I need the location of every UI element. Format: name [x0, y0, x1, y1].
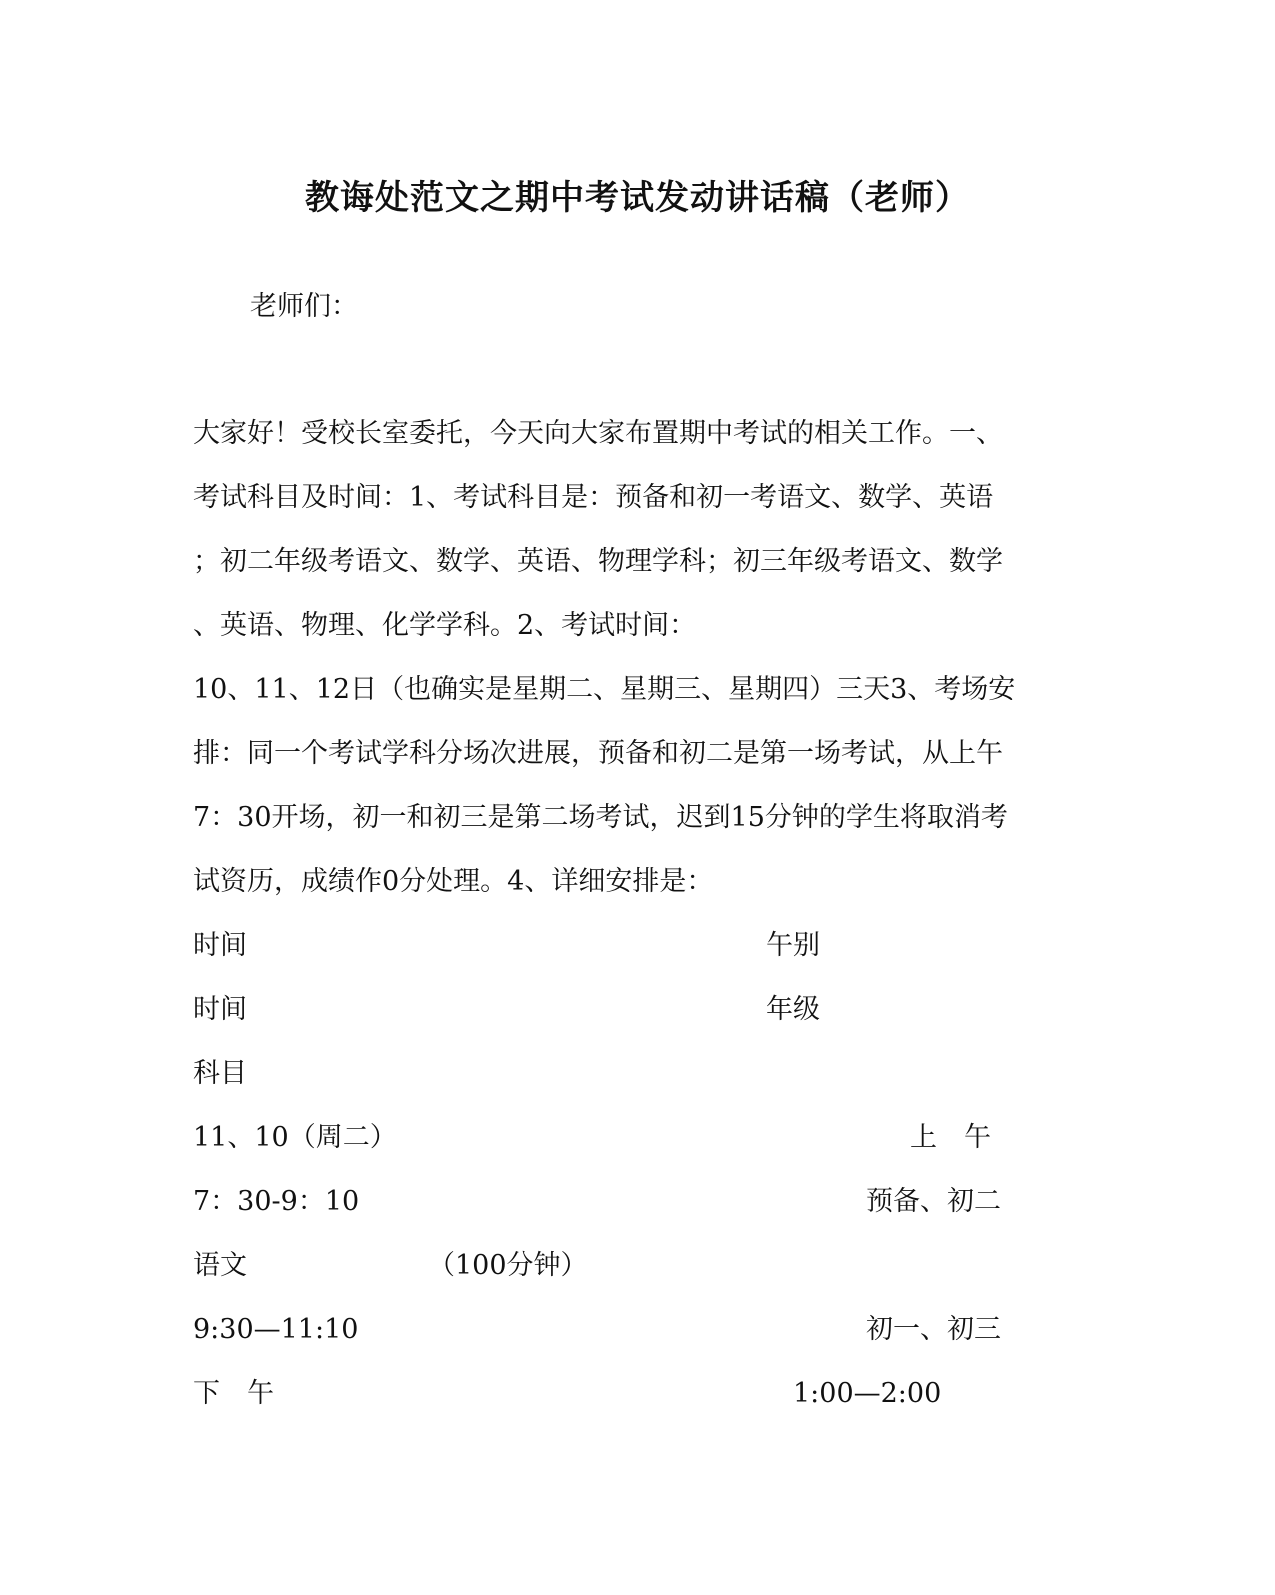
schedule-time-slot-2: 9:30—11:10: [193, 1314, 359, 1345]
schedule-duration: （100分钟）: [428, 1250, 588, 1281]
schedule-subject-chinese: 语文: [193, 1250, 247, 1281]
paragraph-line-2: 考试科目及时间：1、考试科目是：预备和初一考语文、数学、英语: [193, 482, 994, 513]
schedule-header-time-2: 时间: [193, 994, 247, 1025]
schedule-time-slot-3: 1:00—2:00: [793, 1378, 942, 1409]
paragraph-line-5: 10、11、12日（也确实是星期二、星期三、星期四）三天3、考场安: [193, 674, 1016, 705]
schedule-header-subject: 科目: [193, 1058, 247, 1089]
schedule-afternoon: 下 午: [193, 1378, 274, 1409]
paragraph-line-1: 大家好！受校长室委托，今天向大家布置期中考试的相关工作。一、: [193, 418, 1003, 449]
schedule-header-time: 时间: [193, 930, 247, 961]
schedule-grades-2: 初一、初三: [866, 1314, 1001, 1345]
schedule-date: 11、10（周二）: [193, 1122, 397, 1153]
paragraph-line-4: 、英语、物理、化学学科。2、考试时间：: [193, 610, 697, 641]
schedule-grades-1: 预备、初二: [866, 1186, 1001, 1217]
paragraph-line-6: 排：同一个考试学科分场次进展，预备和初二是第一场考试，从上午: [193, 738, 1003, 769]
schedule-time-slot-1: 7：30-9：10: [193, 1186, 360, 1217]
schedule-header-session: 午别: [766, 930, 820, 961]
paragraph-line-8: 试资历，成绩作0分处理。4、详细安排是：: [193, 866, 714, 897]
schedule-header-grade: 年级: [766, 994, 820, 1025]
document-title: 教诲处范文之期中考试发动讲话稿（老师）: [305, 178, 970, 218]
greeting: 老师们：: [250, 291, 358, 322]
schedule-morning: 上 午: [910, 1122, 991, 1153]
paragraph-line-3: ；初二年级考语文、数学、英语、物理学科；初三年级考语文、数学: [193, 546, 1003, 577]
paragraph-line-7: 7：30开场，初一和初三是第二场考试，迟到15分钟的学生将取消考: [193, 802, 1008, 833]
